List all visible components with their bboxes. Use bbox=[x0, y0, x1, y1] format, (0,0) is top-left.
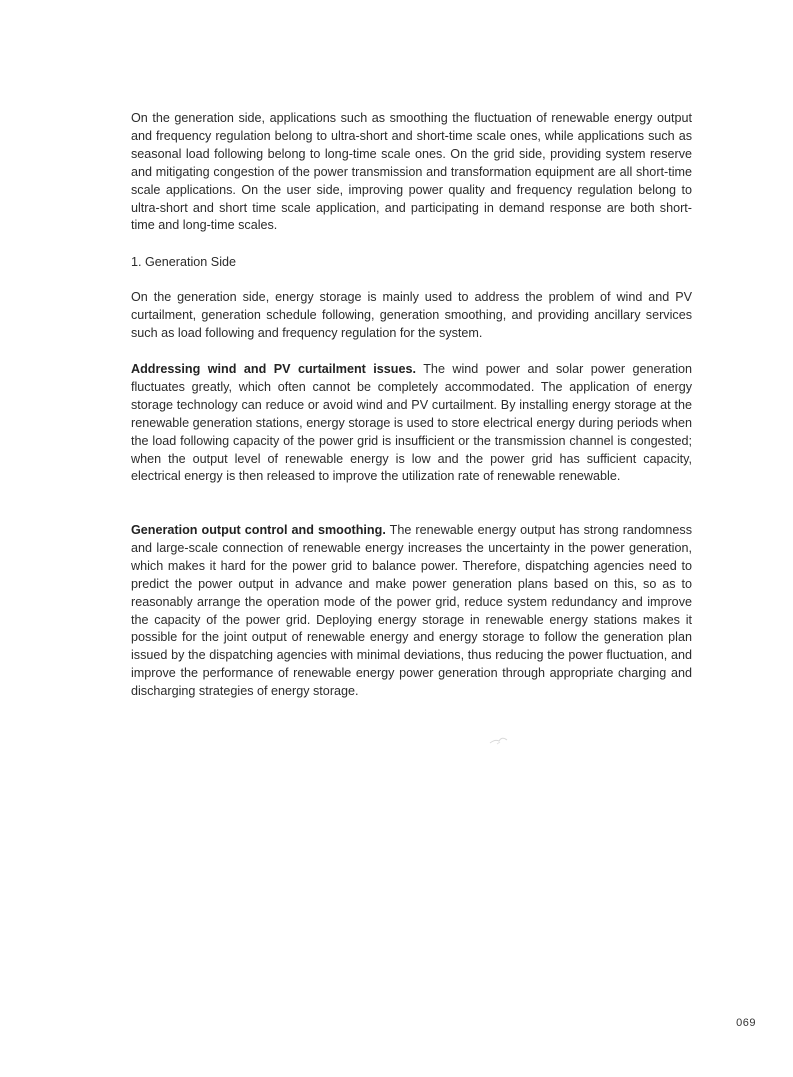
generation-side-paragraph: On the generation side, energy storage is mainly used to address the problem of wind and PV curtailment, generation schedule following, generation smoothing, and providing ancillary services such as load following and frequency regulation for the system. bbox=[131, 290, 692, 340]
intro-paragraph: On the generation side, applications such as smoothing the fluctuation of renewable energy output and frequency regulation belong to ultra-short and short-time scale ones, while applications such as seasonal load following belong to long-time scale ones. On the grid side, providing system reserve and mitigating congestion of the power transmission and transformation equipment are all short-time scale applications. On the user side, improving power quality and frequency regulation belong to ultra-short and short time scale application, and participating in demand response are both short-time and long-time scales. bbox=[131, 111, 692, 233]
scan-mark bbox=[488, 734, 510, 746]
smoothing-paragraph bbox=[131, 522, 692, 701]
curtailment-body: The wind power and solar power generation fluctuates greatly, which often cannot be completely accommodated. The application of energy storage technology can reduce or avoid wind and PV curtailment. By installing energy storage at the renewable generation stations, energy storage is used to store electrical energy during periods when the load following capacity of the power grid is insufficient or the transmission channel is congested; when the output level of renewable energy is low and the power grid has sufficient capacity, electrical energy is then released to improve the utilization rate of renewable renewable. bbox=[131, 362, 693, 484]
curtailment-paragraph bbox=[131, 361, 692, 486]
smoothing-body: The renewable energy output has strong randomness and large-scale connection of renewable energy increases the uncertainty in the power generation, which makes it hard for the power grid to balance power. Therefore, dispatching agencies need to predict the power output in advance and make power generation plans based on this, so as to reasonably arrange the operation mode of the power grid, reduce system redundancy and improve the capacity of the power grid. Deploying energy storage in renewable energy stations makes it possible for the joint output of renewable energy and energy storage to follow the generation plan issued by the dispatching agencies with minimal deviations, thus reducing the power fluctuation, and improve the performance of renewable energy power generation through appropriate charging and discharging strategies of energy storage. bbox=[131, 523, 692, 699]
smoothing-lead: Generation output control and smoothing. bbox=[131, 523, 386, 537]
page-number: 069 bbox=[736, 1017, 756, 1029]
section-heading: 1. Generation Side bbox=[131, 255, 237, 269]
curtailment-lead: Addressing wind and PV curtailment issues. bbox=[131, 362, 417, 376]
